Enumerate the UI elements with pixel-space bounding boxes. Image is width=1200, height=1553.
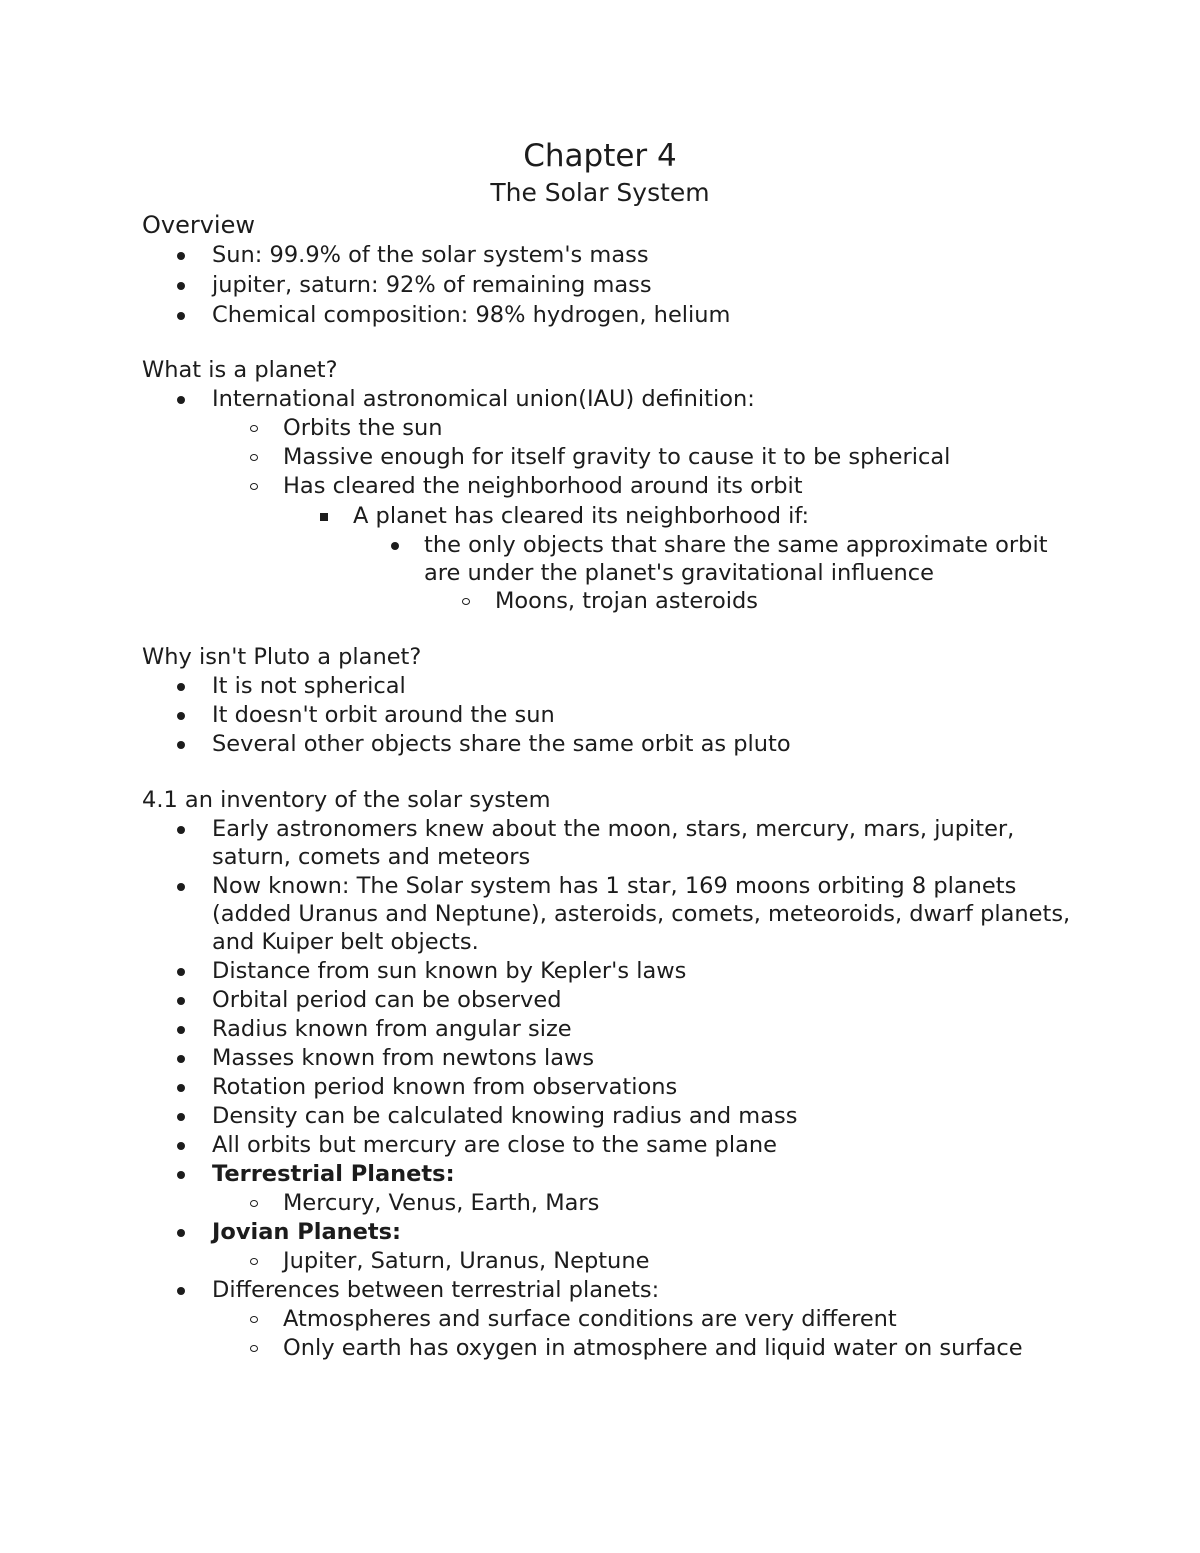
page-title: Chapter 4 (523, 138, 677, 174)
bullet-disc (177, 712, 185, 720)
list-item: jupiter, saturn: 92% of remaining mass (212, 272, 652, 298)
planet-heading: What is a planet? (142, 357, 338, 383)
list-item: Differences between terrestrial planets: (212, 1277, 660, 1303)
bullet-disc (177, 396, 185, 404)
bullet-disc (177, 1142, 185, 1150)
bullet-disc (177, 683, 185, 691)
list-item: Orbital period can be observed (212, 987, 562, 1013)
list-item-continuation: and Kuiper belt objects. (212, 929, 479, 955)
list-item: Masses known from newtons laws (212, 1045, 595, 1071)
list-item: Now known: The Solar system has 1 star, 169 moons orbiting 8 planets (212, 873, 1017, 899)
bullet-disc (177, 1113, 185, 1121)
list-item: Density can be calculated knowing radius and mass (212, 1103, 798, 1129)
bullet-circle (250, 1316, 258, 1323)
list-item: the only objects that share the same approximate orbit (424, 532, 1048, 558)
list-item: Has cleared the neighborhood around its orbit (283, 473, 803, 499)
list-item: A planet has cleared its neighborhood if: (353, 503, 810, 529)
bullet-disc (177, 741, 185, 749)
overview-heading: Overview (142, 211, 255, 239)
list-item: Early astronomers knew about the moon, stars, mercury, mars, jupiter, (212, 816, 1015, 842)
terrestrial-label: Terrestrial Planets: (212, 1161, 455, 1187)
list-item: Jupiter, Saturn, Uranus, Neptune (283, 1248, 650, 1274)
bullet-disc (177, 252, 185, 260)
inventory-heading: 4.1 an inventory of the solar system (142, 787, 551, 813)
bullet-disc (177, 1171, 185, 1179)
list-item-continuation: are under the planet's gravitational influence (424, 560, 935, 586)
list-item: It doesn't orbit around the sun (212, 702, 555, 728)
bullet-disc (177, 1287, 185, 1295)
list-item: International astronomical union(IAU) definition: (212, 386, 755, 412)
bullet-circle (250, 1345, 258, 1352)
bullet-square (320, 513, 328, 521)
bullet-circle (250, 454, 258, 461)
bullet-disc (177, 312, 185, 320)
list-item: All orbits but mercury are close to the same plane (212, 1132, 777, 1158)
list-item: Mercury, Venus, Earth, Mars (283, 1190, 600, 1216)
bullet-circle (250, 483, 258, 490)
list-item: Atmospheres and surface conditions are very different (283, 1306, 897, 1332)
list-item: It is not spherical (212, 673, 406, 699)
list-item: Massive enough for itself gravity to cause it to be spherical (283, 444, 951, 470)
list-item-continuation: (added Uranus and Neptune), asteroids, comets, meteoroids, dwarf planets, (212, 901, 1071, 927)
bullet-disc (177, 997, 185, 1005)
list-item: Sun: 99.9% of the solar system's mass (212, 242, 649, 268)
bullet-disc (177, 1084, 185, 1092)
bullet-disc (391, 542, 399, 550)
bullet-disc (177, 883, 185, 891)
list-item: Chemical composition: 98% hydrogen, helium (212, 302, 731, 328)
list-item: Several other objects share the same orbit as pluto (212, 731, 791, 757)
bullet-circle (250, 1258, 258, 1265)
pluto-heading: Why isn't Pluto a planet? (142, 644, 422, 670)
list-item: Radius known from angular size (212, 1016, 572, 1042)
page-subtitle: The Solar System (490, 178, 710, 207)
list-item: Distance from sun known by Kepler's laws (212, 958, 687, 984)
bullet-circle (250, 425, 258, 432)
list-item: Rotation period known from observations (212, 1074, 678, 1100)
list-item: Orbits the sun (283, 415, 443, 441)
bullet-disc (177, 1026, 185, 1034)
bullet-disc (177, 282, 185, 290)
bullet-circle (250, 1200, 258, 1207)
bullet-circle (462, 598, 470, 605)
jovian-label: Jovian Planets: (212, 1219, 402, 1245)
list-item: Only earth has oxygen in atmosphere and liquid water on surface (283, 1335, 1023, 1361)
bullet-disc (177, 826, 185, 834)
list-item-continuation: saturn, comets and meteors (212, 844, 531, 870)
bullet-disc (177, 968, 185, 976)
list-item: Moons, trojan asteroids (495, 588, 758, 614)
bullet-disc (177, 1055, 185, 1063)
bullet-disc (177, 1229, 185, 1237)
